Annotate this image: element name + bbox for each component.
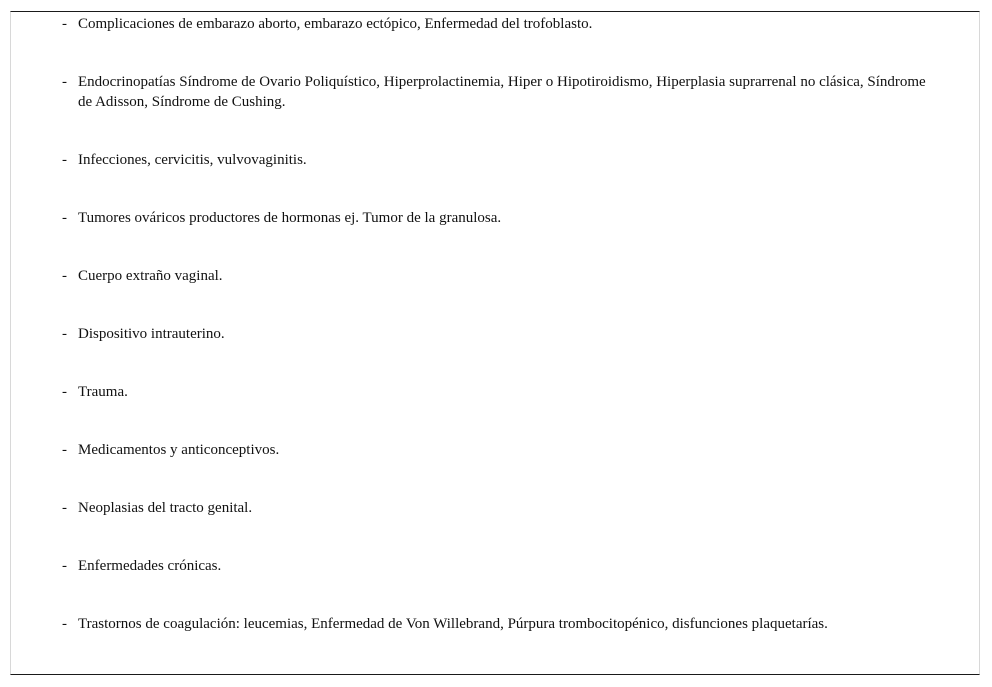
list-item-text: Medicamentos y anticonceptivos. (78, 442, 280, 458)
list-item-text: Dispositivo intrauterino. (78, 326, 225, 342)
list-bullet: - (62, 442, 67, 458)
list-bullet: - (62, 16, 67, 32)
list-item-text: Tumores ováricos productores de hormonas ej. Tumor de la granulosa. (78, 210, 502, 226)
list-item-text: Neoplasias del tracto genital. (78, 500, 253, 516)
list-bullet: - (62, 384, 67, 400)
list-bullet: - (62, 74, 67, 90)
list-bullet: - (62, 268, 67, 284)
list-item-text: Infecciones, cervicitis, vulvovaginitis. (78, 152, 307, 168)
list-item-text: Trauma. (78, 384, 128, 400)
list-bullet: - (62, 210, 67, 226)
list-item-text: Complicaciones de embarazo aborto, embarazo ectópico, Enfermedad del trofoblasto. (78, 16, 593, 32)
list-bullet: - (62, 616, 67, 632)
list-item-text: Trastornos de coagulación: leucemias, Enfermedad de Von Willebrand, Púrpura trombocitopénico, disfunciones plaquetarías. (78, 616, 828, 632)
list-bullet: - (62, 500, 67, 516)
list-bullet: - (62, 558, 67, 574)
document-frame (10, 11, 980, 675)
list-item-text: Endocrinopatías Síndrome de Ovario Poliquístico, Hiperprolactinemia, Hiper o Hipotiroidismo, Hiperplasia suprarrenal no clásica, Síndrome de Adisson, Síndrome de Cushing. (78, 74, 926, 110)
list-bullet: - (62, 152, 67, 168)
list-item-text: Enfermedades crónicas. (78, 558, 222, 574)
list-bullet: - (62, 326, 67, 342)
list-item-text: Cuerpo extraño vaginal. (78, 268, 223, 284)
